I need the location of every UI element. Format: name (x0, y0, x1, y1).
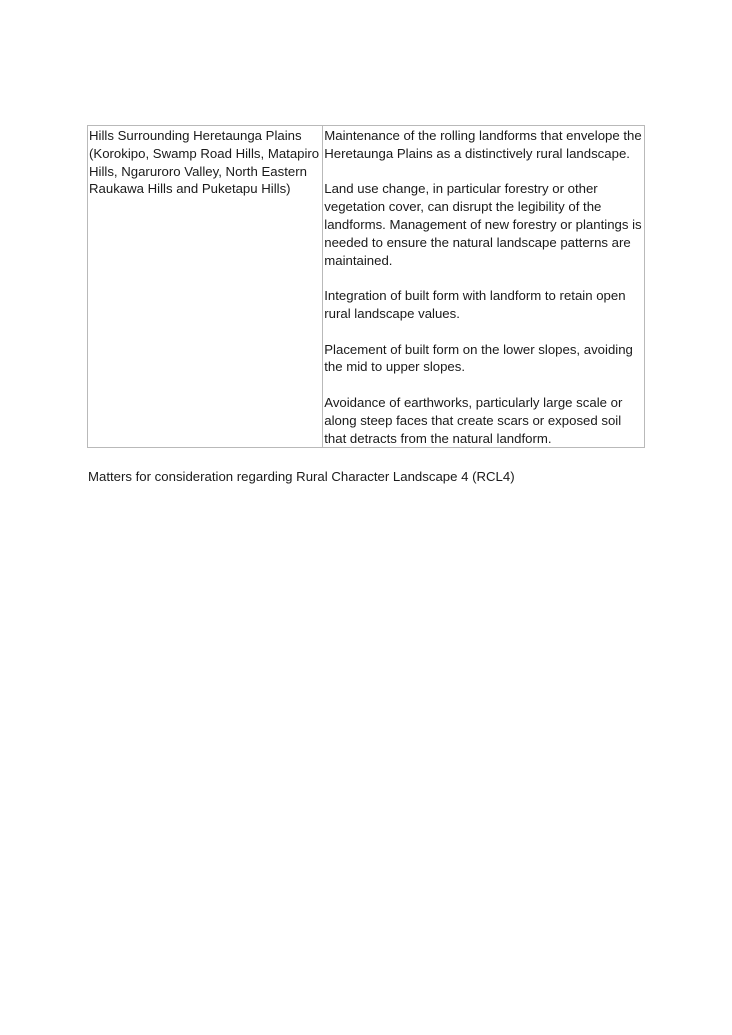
matter-paragraph: Land use change, in particular forestry or other vegetation cover, can disrupt the legibility of the landforms. Management of new forestry or plantings is needed to ensure the natural landscape patterns are maintained. (324, 181, 642, 268)
area-text: Hills Surrounding Heretaunga Plains (Korokipo, Swamp Road Hills, Matapiro Hills, Ngaruroro Valley, North Eastern Raukawa Hills and Puketapu Hills) (89, 128, 320, 197)
matter-paragraph: Maintenance of the rolling landforms that envelope the Heretaunga Plains as a distinctively rural landscape. (324, 128, 642, 161)
matters-table (87, 125, 645, 448)
table-caption: Matters for consideration regarding Rural Character Landscape 4 (RCL4) (88, 469, 515, 484)
table-row (88, 126, 645, 448)
matters-cell (323, 126, 645, 448)
matter-paragraph: Integration of built form with landform to retain open rural landscape values. (324, 288, 626, 321)
area-cell (88, 126, 323, 448)
matter-paragraph: Avoidance of earthworks, particularly large scale or along steep faces that create scars or exposed soil that detracts from the natural landform. (324, 394, 623, 446)
matter-paragraph: Placement of built form on the lower slopes, avoiding the mid to upper slopes. (324, 341, 633, 375)
